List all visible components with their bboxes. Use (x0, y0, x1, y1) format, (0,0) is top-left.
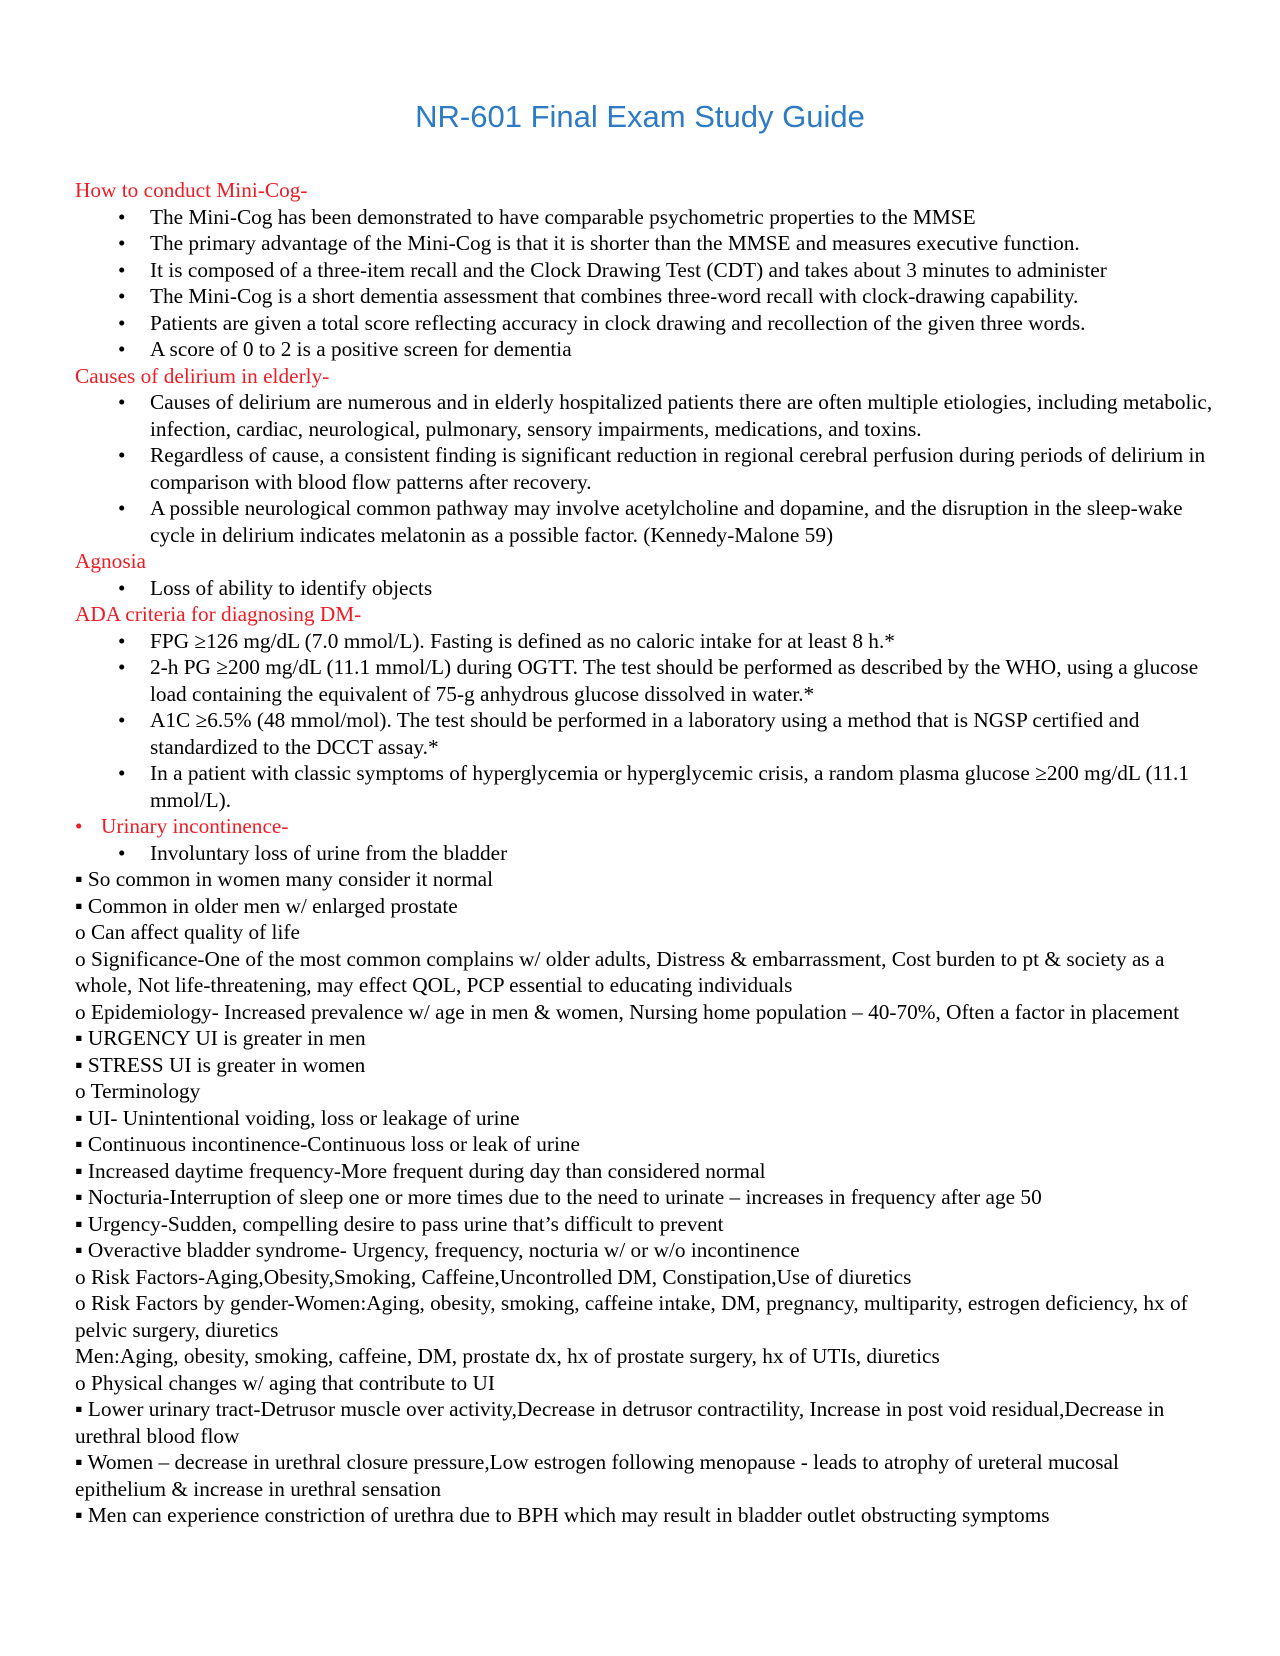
list-item: • 2-h PG ≥200 mg/dL (11.1 mmol/L) during OGTT. The test should be performed as described by the WHO, using a glucose load containing the equivalent of 75-g anhydrous glucose dissolved in water.* (118, 655, 1199, 706)
list-item: • Regardless of cause, a consistent finding is significant reduction in regional cerebral perfusion during periods of delirium in comparison with blood flow patterns after recovery. (118, 443, 1206, 494)
bullet-icon: • (118, 231, 126, 255)
bullet-icon: • (118, 761, 126, 785)
bullet-icon: • (118, 337, 126, 361)
urinary-line: ▪ Urgency-Sudden, compelling desire to pass urine that’s difficult to prevent (75, 1211, 724, 1236)
urinary-line: ▪ STRESS UI is greater in women (75, 1052, 366, 1077)
list-item: • The Mini-Cog has been demonstrated to have comparable psychometric properties to the MMSE (118, 204, 976, 229)
list-item: • The primary advantage of the Mini-Cog is that it is shorter than the MMSE and measures executive function. (118, 231, 1080, 255)
list-item: • It is composed of a three-item recall and the Clock Drawing Test (CDT) and takes about 3 minutes to administer (118, 257, 1107, 282)
urinary-line: ▪ Men can experience constriction of urethra due to BPH which may result in bladder outlet obstructing symptoms (75, 1503, 1050, 1527)
bullet-icon: • (118, 257, 126, 282)
urinary-line: o Physical changes w/ aging that contribute to UI (75, 1370, 495, 1395)
agnosia-list (75, 575, 1215, 602)
urinary-line: ▪ Continuous incontinence-Continuous loss or leak of urine (75, 1132, 581, 1156)
urinary-line: ▪ Women – decrease in urethral closure pressure,Low estrogen following menopause - leads to atrophy of ureteral mucosal epithelium & increase in urethral sensation (75, 1450, 1119, 1501)
list-item: • Patients are given a total score reflecting accuracy in clock drawing and recollection of the given three words. (118, 310, 1086, 335)
urinary-line: o Can affect quality of life (75, 920, 300, 944)
section-heading-urinary: • Urinary incontinence- (75, 814, 289, 838)
bullet-icon: • (118, 628, 126, 653)
urinary-line: o Epidemiology- Increased prevalence w/ age in men & women, Nursing home population – 40-70%, Often a factor in placement (75, 999, 1180, 1024)
urinary-line: ▪ UI- Unintentional voiding, loss or leakage of urine (75, 1105, 520, 1130)
bullet-icon: • (118, 840, 126, 865)
study-guide-content (75, 177, 1215, 1529)
bullet-icon: • (118, 204, 126, 229)
list-item: • Involuntary loss of urine from the bladder (118, 840, 508, 865)
section-heading-delirium: Causes of delirium in elderly- (75, 363, 330, 388)
list-item: • A1C ≥6.5% (48 mmol/mol). The test should be performed in a laboratory using a method that is NGSP certified and standardized to the DCCT assay.* (118, 708, 1140, 759)
section-heading-agnosia: Agnosia (75, 549, 146, 573)
urinary-line: Men:Aging, obesity, smoking, caffeine, DM, prostate dx, hx of prostate surgery, hx of UTIs, diuretics (75, 1344, 940, 1368)
urinary-line: ▪ Common in older men w/ enlarged prostate (75, 893, 458, 918)
bullet-icon: • (118, 284, 126, 308)
list-item: • Loss of ability to identify objects (118, 575, 433, 600)
urinary-line: ▪ Overactive bladder syndrome- Urgency, frequency, nocturia w/ or w/o incontinence (75, 1238, 800, 1262)
urinary-line: ▪ URGENCY UI is greater in men (75, 1026, 366, 1050)
list-item: • In a patient with classic symptoms of hyperglycemia or hyperglycemic crisis, a random plasma glucose ≥200 mg/dL (11.1 mmol/L). (118, 761, 1190, 812)
bullet-icon: • (118, 443, 126, 467)
delirium-list (75, 389, 1215, 548)
urinary-line: ▪ Increased daytime frequency-More frequent during day than considered normal (75, 1158, 766, 1183)
bullet-icon: • (118, 655, 126, 679)
bullet-icon: • (118, 310, 126, 335)
urinary-line: ▪ Lower urinary tract-Detrusor muscle over activity,Decrease in detrusor contractility, Increase in post void residual,Decrease in urethral blood flow (75, 1397, 1165, 1448)
bullet-icon: • (118, 575, 126, 600)
section-heading-ada: ADA criteria for diagnosing DM- (75, 602, 362, 626)
bullet-icon: • (118, 708, 126, 732)
ada-list (75, 628, 1215, 814)
bullet-icon: • (75, 814, 83, 838)
urinary-line: o Significance-One of the most common complains w/ older adults, Distress & embarrassment, Cost burden to pt & society as a whole, Not life-threatening, may effect QOL, PCP essential to educating individuals (75, 946, 1165, 997)
urinary-list (75, 840, 1215, 867)
section-heading-minicog: How to conduct Mini-Cog- (75, 178, 308, 202)
urinary-line: ▪ Nocturia-Interruption of sleep one or more times due to the need to urinate – increases in frequency after age 50 (75, 1185, 1042, 1209)
urinary-line: o Risk Factors-Aging,Obesity,Smoking, Caffeine,Uncontrolled DM, Constipation,Use of diuretics (75, 1264, 912, 1289)
minicog-list (75, 204, 1215, 363)
urinary-line: o Risk Factors by gender-Women:Aging, obesity, smoking, caffeine intake, DM, pregnancy, multiparity, estrogen deficiency, hx of pelvic surgery, diuretics (75, 1291, 1188, 1342)
list-item: • A possible neurological common pathway may involve acetylcholine and dopamine, and the disruption in the sleep-wake cycle in delirium indicates melatonin as a possible factor. (Kennedy-Malone 59) (118, 496, 1183, 547)
page-title: NR-601 Final Exam Study Guide (415, 99, 865, 134)
bullet-icon: • (118, 390, 126, 414)
list-item: • Causes of delirium are numerous and in elderly hospitalized patients there are often multiple etiologies, including metabolic, infection, cardiac, neurological, pulmonary, sensory impairments, medications, and toxins. (118, 390, 1213, 441)
bullet-icon: • (118, 496, 126, 520)
urinary-line: o Terminology (75, 1079, 201, 1103)
list-item: • FPG ≥126 mg/dL (7.0 mmol/L). Fasting is defined as no caloric intake for at least 8 h.* (118, 628, 895, 653)
list-item: • The Mini-Cog is a short dementia assessment that combines three-word recall with clock-drawing capability. (118, 284, 1079, 308)
urinary-line: ▪ So common in women many consider it normal (75, 867, 494, 891)
list-item: • A score of 0 to 2 is a positive screen for dementia (118, 337, 572, 361)
